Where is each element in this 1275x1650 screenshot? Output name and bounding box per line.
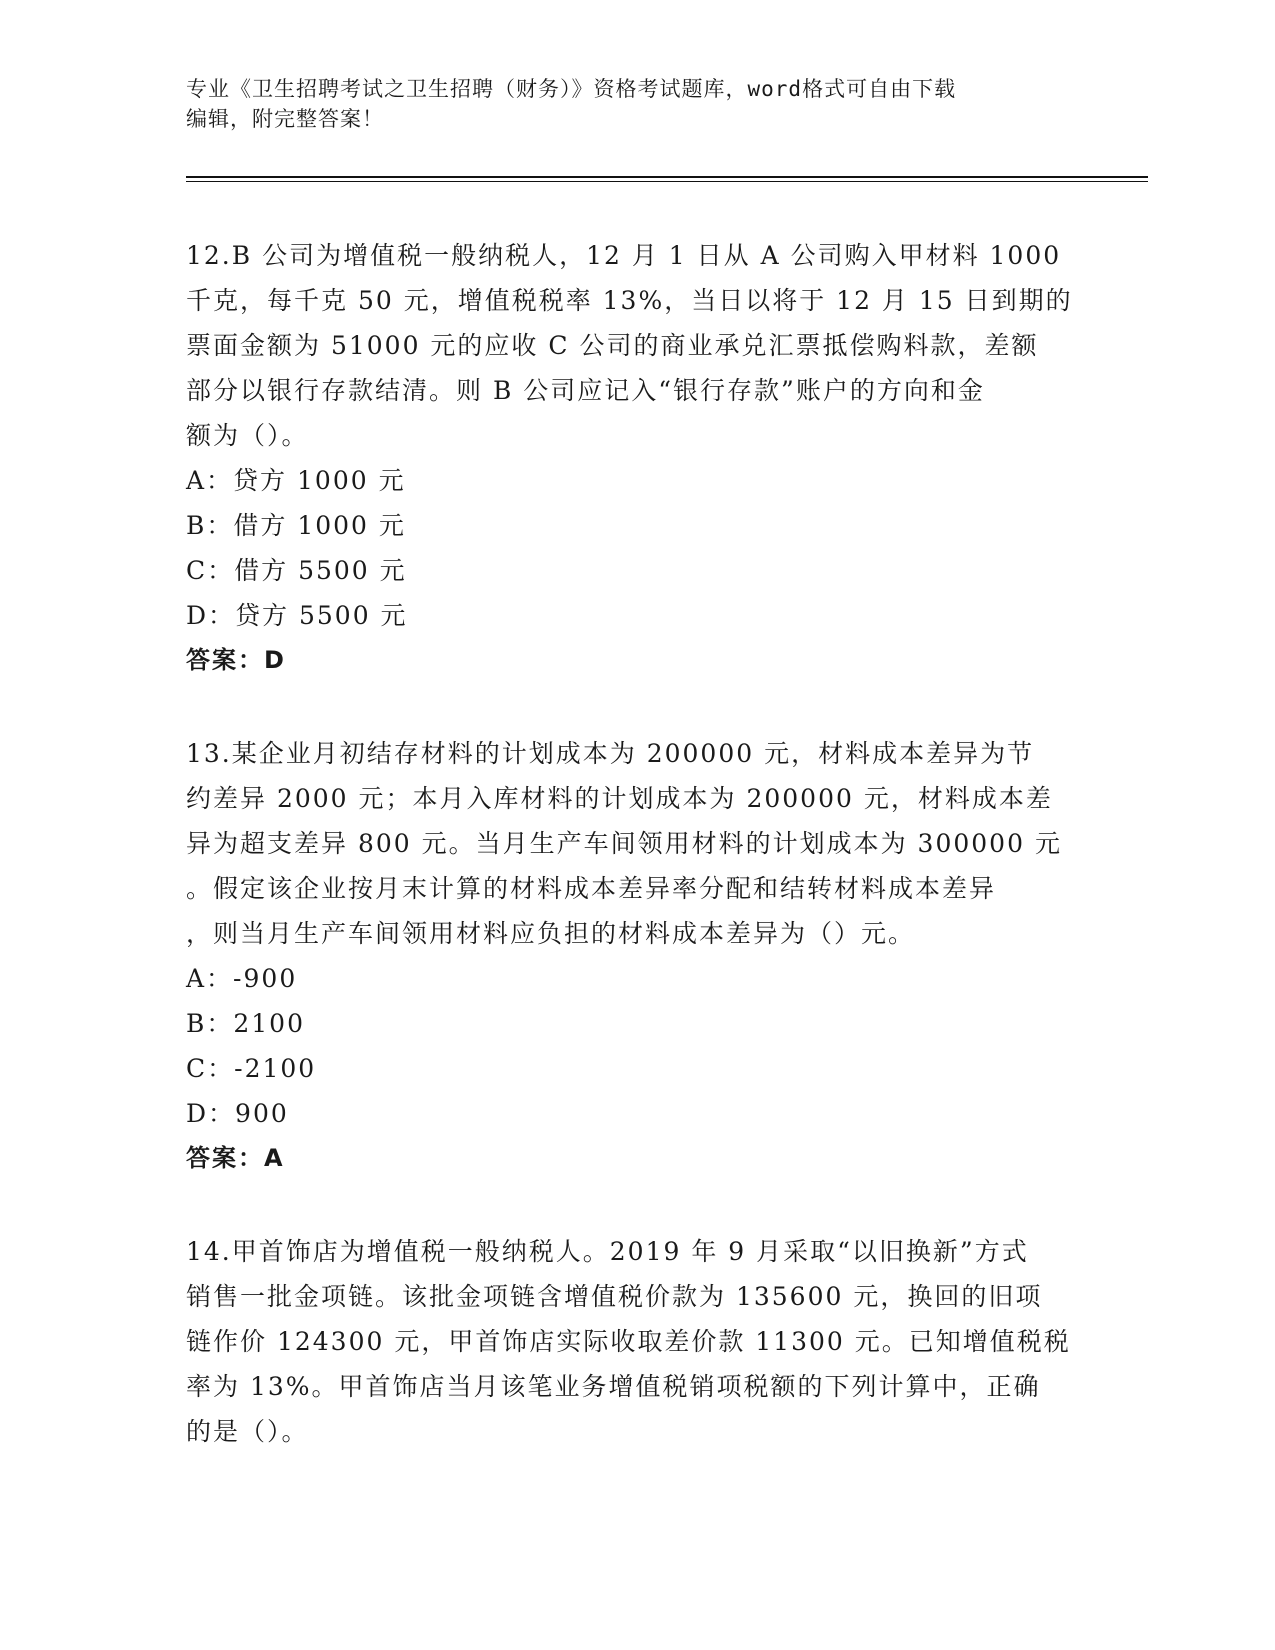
question-stem-line: 14.甲首饰店为增值税一般纳税人。2019 年 9 月采取“以旧换新”方式	[186, 1237, 1029, 1266]
question-stem-line: 12.B 公司为增值税一般纳税人，12 月 1 日从 A 公司购入甲材料 1000	[186, 241, 1062, 270]
question-stem-line: 异为超支差异 800 元。当月生产车间领用材料的计划成本为 300000 元	[186, 829, 1062, 858]
answer-label: 答案：D	[186, 646, 286, 674]
question-13	[186, 731, 1076, 1181]
option-a: A：-900	[186, 964, 298, 993]
question-stem-line: 票面金额为 51000 元的应收 C 公司的商业承兑汇票抵偿购料款，差额	[186, 331, 1039, 360]
header-divider-thick	[186, 176, 1148, 178]
question-stem-line: 率为 13%。甲首饰店当月该笔业务增值税销项税额的下列计算中，正确	[186, 1372, 1041, 1401]
header-line-1: 专业《卫生招聘考试之卫生招聘（财务）》资格考试题库，word格式可自由下载	[186, 77, 957, 101]
option-d: D：贷方 5500 元	[186, 601, 408, 630]
header-line-2: 编辑，附完整答案！	[186, 107, 384, 131]
option-b: B：借方 1000 元	[186, 511, 406, 540]
option-b: B：2100	[186, 1009, 305, 1038]
option-c: C：-2100	[186, 1054, 317, 1083]
question-14	[186, 1229, 1076, 1454]
question-stem-line: 13.某企业月初结存材料的计划成本为 200000 元，材料成本差异为节	[186, 739, 1035, 768]
option-d: D：900	[186, 1099, 289, 1128]
question-stem-line: 销售一批金项链。该批金项链含增值税价款为 135600 元，换回的旧项	[186, 1282, 1043, 1311]
answer-label: 答案：A	[186, 1144, 285, 1172]
question-stem-line: ，则当月生产车间领用材料应负担的材料成本差异为（）元。	[186, 919, 916, 948]
option-a: A：贷方 1000 元	[186, 466, 406, 495]
document-header	[186, 74, 1066, 134]
question-stem-line: 部分以银行存款结清。则 B 公司应记入“银行存款”账户的方向和金	[186, 376, 985, 405]
question-stem-line: 约差异 2000 元；本月入库材料的计划成本为 200000 元，材料成本差	[186, 784, 1053, 813]
question-stem-line: 。假定该企业按月末计算的材料成本差异率分配和结转材料成本差异	[186, 874, 997, 903]
question-12	[186, 233, 1076, 683]
option-c: C：借方 5500 元	[186, 556, 407, 585]
question-stem-line: 的是（）。	[186, 1417, 309, 1446]
header-divider-thin	[186, 181, 1148, 182]
question-stem-line: 链作价 124300 元，甲首饰店实际收取差价款 11300 元。已知增值税税	[186, 1327, 1071, 1356]
question-stem-line: 额为（）。	[186, 421, 309, 450]
question-stem-line: 千克，每千克 50 元，增值税税率 13%，当日以将于 12 月 15 日到期的	[186, 286, 1073, 315]
